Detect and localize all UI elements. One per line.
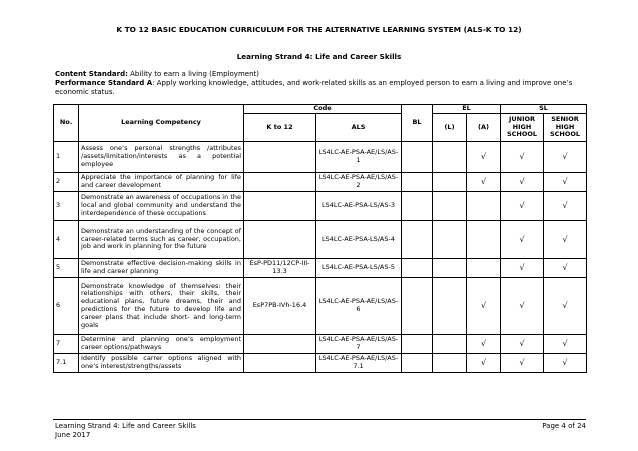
header-bl: BL xyxy=(402,105,433,142)
table-row xyxy=(54,354,587,373)
header-junior-high: JUNIOR HIGH SCHOOL xyxy=(501,114,544,142)
performance-standard-text: : Apply working knowledge, attitudes, and work-related skills as an employed person to earn a living and improve one’s economic status. xyxy=(55,79,573,96)
junior-high-mark: √ xyxy=(501,192,544,221)
header-no: No. xyxy=(54,105,79,142)
table-row xyxy=(54,278,587,335)
bl-mark xyxy=(402,221,433,259)
footer-strand: Learning Strand 4: Life and Career Skills xyxy=(55,422,196,430)
junior-high-mark: √ xyxy=(501,221,544,259)
k-to-12-code xyxy=(244,192,316,221)
bl-mark xyxy=(402,142,433,173)
table-row xyxy=(54,173,587,192)
el-a-mark: √ xyxy=(467,142,501,173)
content-standard-text: Ability to earn a living (Employment) xyxy=(127,70,259,78)
k-to-12-code xyxy=(244,221,316,259)
strand-title: Learning Strand 4: Life and Career Skills xyxy=(236,52,402,61)
row-number: 4 xyxy=(54,221,79,259)
competency-table xyxy=(53,104,587,373)
bl-mark xyxy=(402,192,433,221)
el-l-mark xyxy=(433,354,467,373)
header-code: Code xyxy=(244,105,402,114)
bl-mark xyxy=(402,278,433,335)
table-row xyxy=(54,221,587,259)
header-als: ALS xyxy=(316,114,402,142)
competency-text: Assess one’s personal strengths /attributes /assets/limitation/interests as a potential employee xyxy=(79,142,244,173)
senior-high-mark: √ xyxy=(544,259,587,278)
document-header: K TO 12 BASIC EDUCATION CURRICULUM FOR THE ALTERNATIVE LEARNING SYSTEM (ALS-K TO 12) xyxy=(116,25,522,34)
als-code: LS4LC-AE-PSA-LS/AS-5 xyxy=(316,259,402,278)
table-row xyxy=(54,142,587,173)
bl-mark xyxy=(402,259,433,278)
senior-high-mark: √ xyxy=(544,142,587,173)
el-a-mark xyxy=(467,221,501,259)
junior-high-mark: √ xyxy=(501,335,544,354)
table-row xyxy=(54,335,587,354)
junior-high-mark: √ xyxy=(501,173,544,192)
header-el: EL xyxy=(433,105,501,114)
footer-date: June 2017 xyxy=(55,431,91,439)
bl-mark xyxy=(402,335,433,354)
row-number: 6 xyxy=(54,278,79,335)
row-number: 7 xyxy=(54,335,79,354)
senior-high-mark: √ xyxy=(544,335,587,354)
bl-mark xyxy=(402,354,433,373)
competency-text: Demonstrate an understanding of the concept of career-related terms such as career, occupation, job and work in planning for the future xyxy=(79,221,244,259)
row-number: 7.1 xyxy=(54,354,79,373)
performance-standard-label: Performance Standard A xyxy=(55,79,153,87)
el-a-mark: √ xyxy=(467,335,501,354)
senior-high-mark: √ xyxy=(544,173,587,192)
competency-text: Demonstrate knowledge of themselves: their relationships with others, their skills, their educational plans, future dreams, their and predictions for the future to develop life and career plans that include short- and long-term goals xyxy=(79,278,244,335)
row-number: 2 xyxy=(54,173,79,192)
el-l-mark xyxy=(433,142,467,173)
header-senior-high: SENIOR HIGH SCHOOL xyxy=(544,114,587,142)
footer-left xyxy=(55,422,196,440)
competency-text: Appreciate the importance of planning for life and career development xyxy=(79,173,244,192)
el-a-mark: √ xyxy=(467,354,501,373)
als-code: LS4LC-AE-PSA-AE/LS/AS-7.1 xyxy=(316,354,402,373)
row-number: 1 xyxy=(54,142,79,173)
junior-high-mark: √ xyxy=(501,142,544,173)
el-a-mark xyxy=(467,192,501,221)
senior-high-mark: √ xyxy=(544,221,587,259)
competency-text: Determine and planning one’s employment career options/pathways xyxy=(79,335,244,354)
als-code: LS4LC-AE-PSA-AE/LS/AS-7 xyxy=(316,335,402,354)
junior-high-mark: √ xyxy=(501,354,544,373)
k-to-12-code xyxy=(244,173,316,192)
performance-standard xyxy=(55,79,595,97)
table-row xyxy=(54,259,587,278)
senior-high-mark: √ xyxy=(544,192,587,221)
table-row xyxy=(54,192,587,221)
footer-rule xyxy=(53,419,586,420)
competency-text: Demonstrate an awareness of occupations in the local and global community and understand the interdependence of these occupations xyxy=(79,192,244,221)
row-number: 5 xyxy=(54,259,79,278)
header-sl: SL xyxy=(501,105,587,114)
el-l-mark xyxy=(433,192,467,221)
footer-page: Page 4 of 24 xyxy=(542,422,586,430)
competency-text: Demonstrate effective decision-making skills in life and career planning xyxy=(79,259,244,278)
als-code: LS4LC-AE-PSA-AE/LS/AS-1 xyxy=(316,142,402,173)
senior-high-mark: √ xyxy=(544,278,587,335)
senior-high-mark: √ xyxy=(544,354,587,373)
el-a-mark: √ xyxy=(467,173,501,192)
competency-text: Identify possible carrer options aligned with one’s interest/strengths/assets xyxy=(79,354,244,373)
junior-high-mark: √ xyxy=(501,259,544,278)
el-a-mark xyxy=(467,259,501,278)
row-number: 3 xyxy=(54,192,79,221)
k-to-12-code: EsP-PD11/12CP-III-13.3 xyxy=(244,259,316,278)
header-el-l: (L) xyxy=(433,114,467,142)
k-to-12-code xyxy=(244,142,316,173)
als-code: LS4LC-AE-PSA-LS/AS-3 xyxy=(316,192,402,221)
el-l-mark xyxy=(433,278,467,335)
bl-mark xyxy=(402,173,433,192)
el-l-mark xyxy=(433,173,467,192)
junior-high-mark: √ xyxy=(501,278,544,335)
el-a-mark: √ xyxy=(467,278,501,335)
el-l-mark xyxy=(433,335,467,354)
content-standard-label: Content Standard: xyxy=(55,70,128,78)
k-to-12-code xyxy=(244,354,316,373)
header-k-to-12: K to 12 xyxy=(244,114,316,142)
k-to-12-code xyxy=(244,335,316,354)
el-l-mark xyxy=(433,221,467,259)
header-el-a: (A) xyxy=(467,114,501,142)
als-code: LS4LC-AE-PSA-LS/AS-4 xyxy=(316,221,402,259)
el-l-mark xyxy=(433,259,467,278)
k-to-12-code: EsP7PB-IVh-16.4 xyxy=(244,278,316,335)
content-standard xyxy=(55,70,595,79)
als-code: LS4LC-AE-PSA-AE/LS/AS-2 xyxy=(316,173,402,192)
header-competency: Learning Competency xyxy=(79,105,244,142)
als-code: LS4LC-AE-PSA-AE/LS/AS-6 xyxy=(316,278,402,335)
